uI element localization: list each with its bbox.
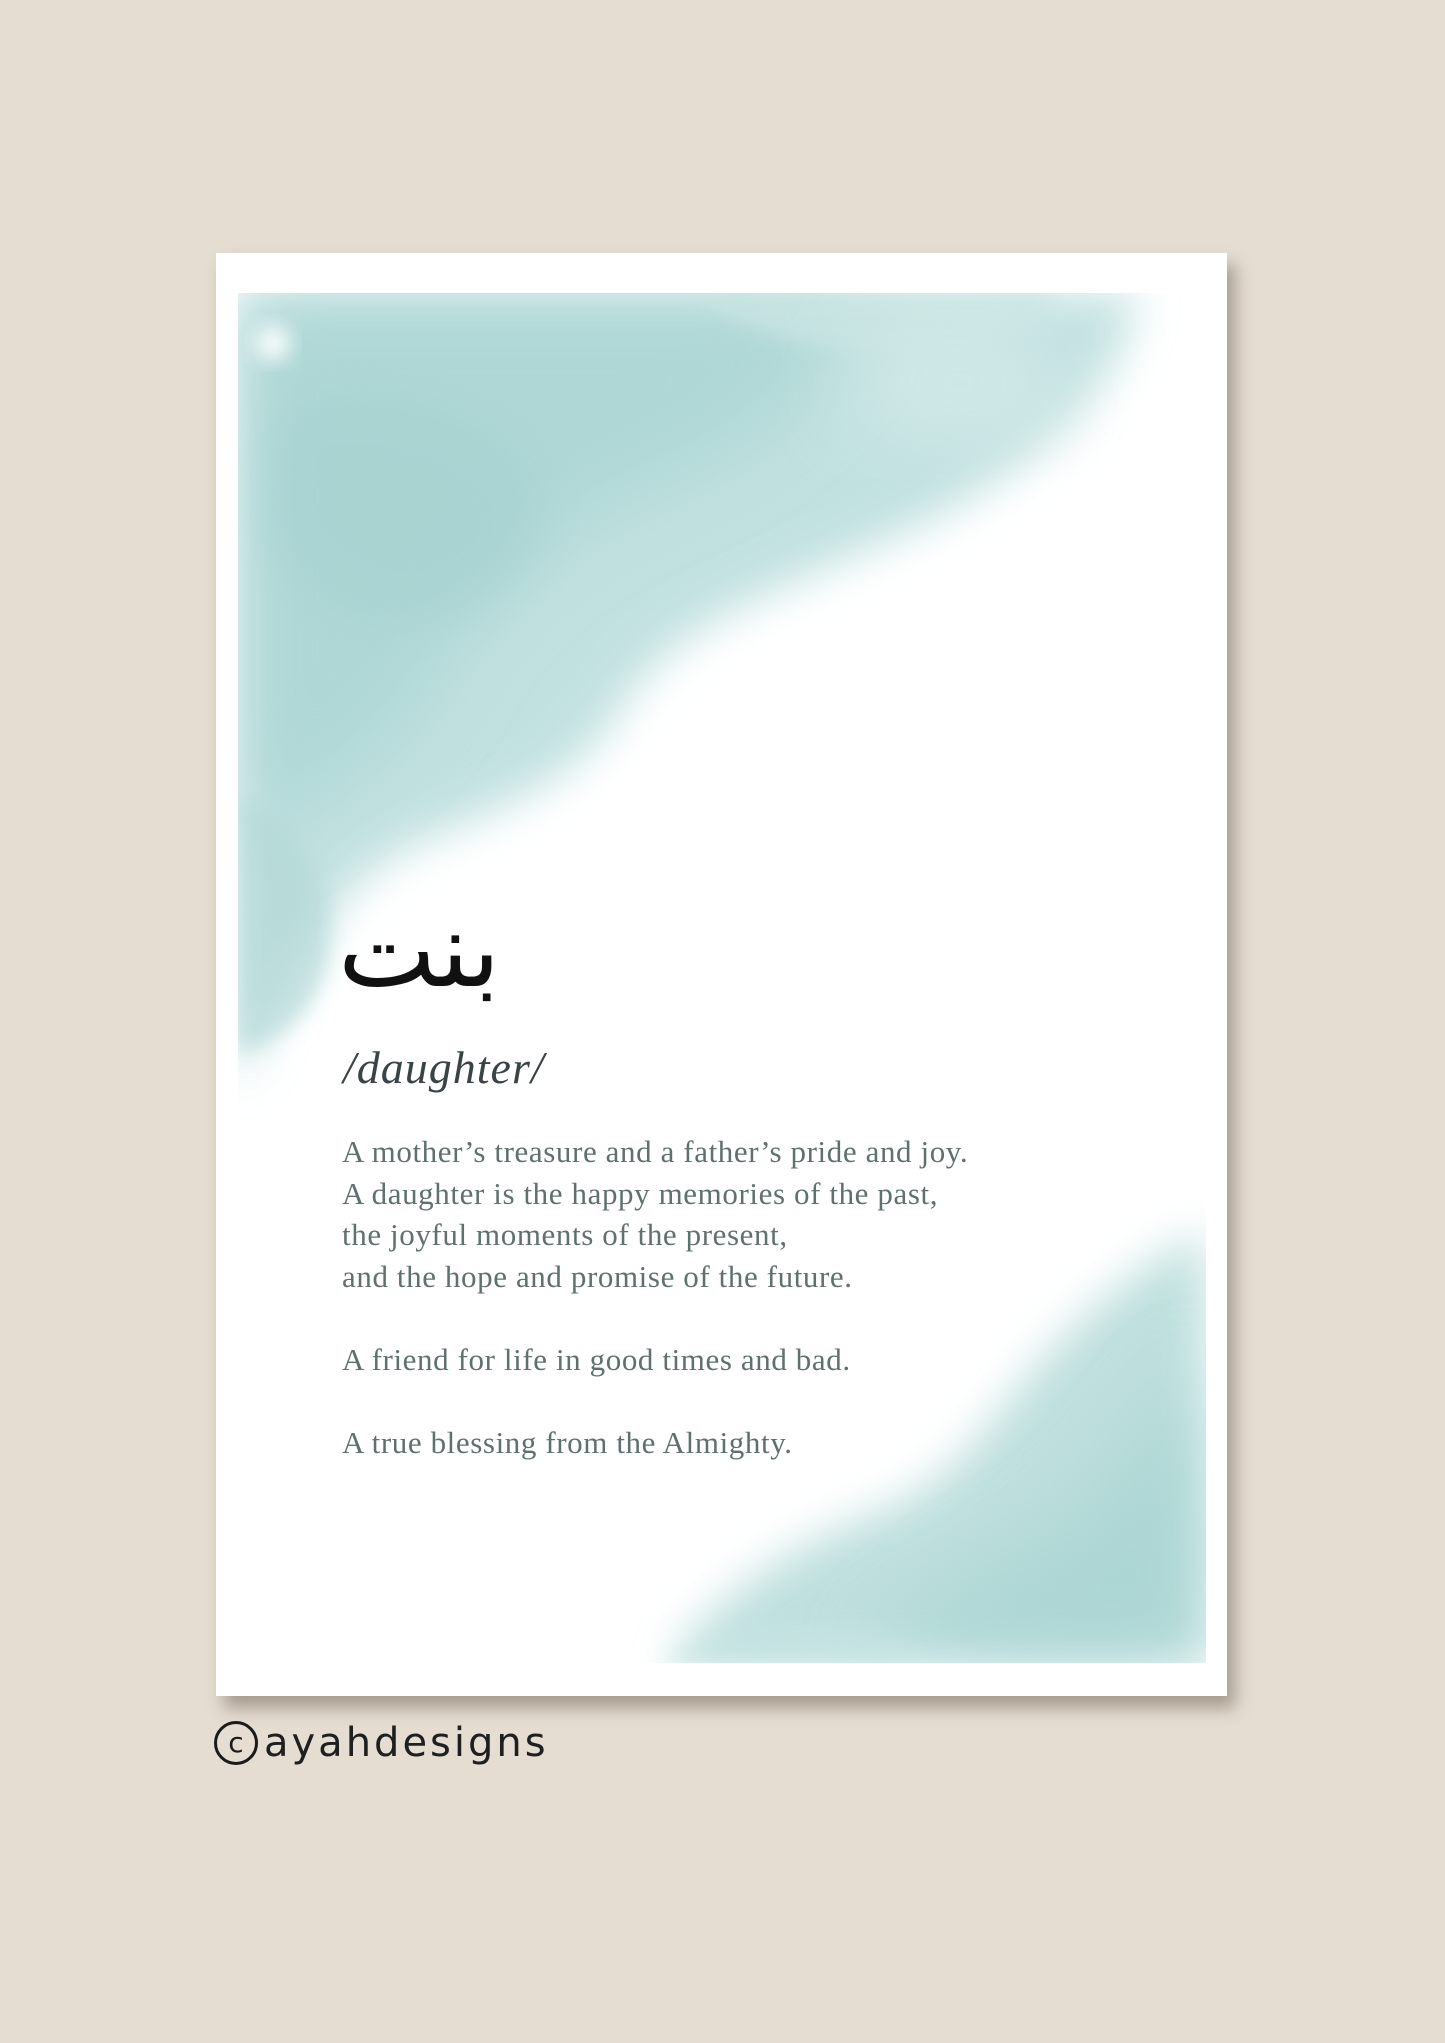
brand-name: ayahdesigns: [264, 1720, 549, 1766]
paragraph-gap: [342, 1297, 1162, 1339]
transliteration: /daughter/: [343, 1042, 545, 1093]
definition-line: A daughter is the happy memories of the past,: [342, 1175, 939, 1211]
friend-line: A friend for life in good times and bad.: [342, 1341, 851, 1377]
definition-text: [342, 1131, 1162, 1463]
definition-line: A mother’s treasure and a father’s pride and joy.: [342, 1134, 969, 1169]
paragraph-gap: [342, 1380, 1162, 1422]
blessing-line: A true blessing from the Almighty.: [342, 1424, 793, 1460]
poster-card: [216, 253, 1227, 1696]
poster-print-area: [238, 293, 1206, 1663]
copyright-icon: c: [214, 1721, 258, 1765]
watermark: [214, 1713, 549, 1773]
definition-line: the joyful moments of the present,: [342, 1217, 788, 1252]
definition-line: and the hope and promise of the future.: [342, 1258, 853, 1294]
arabic-word: بنت: [338, 889, 501, 1011]
